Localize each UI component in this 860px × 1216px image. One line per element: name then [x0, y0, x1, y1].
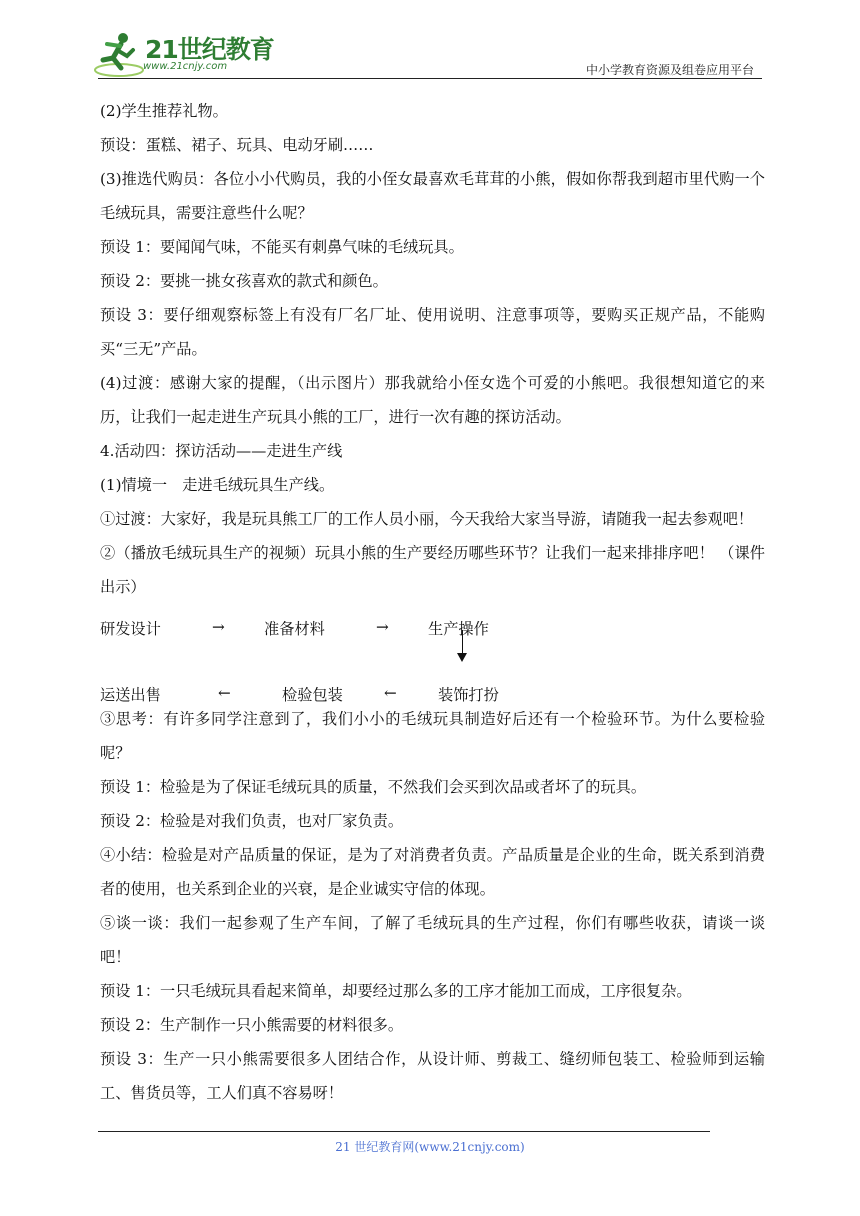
arrow-left-icon: ←: [218, 684, 231, 702]
flow-step-production: 生产操作: [428, 620, 489, 638]
paragraph: 预设：蛋糕、裙子、玩具、电动牙刷……: [100, 136, 374, 154]
arrow-left-icon: ←: [384, 684, 397, 702]
flow-step-shipping: 运送出售: [100, 686, 161, 704]
footer-divider: [98, 1131, 710, 1132]
production-flow-diagram: [100, 604, 765, 736]
arrow-right-icon: →: [212, 618, 225, 636]
footer-link[interactable]: 21 世纪教育网(www.21cnjy.com): [335, 1140, 525, 1154]
paragraph: 预设 1：一只毛绒玩具看起来简单，却要经过那么多的工序才能加工而成，工序很复杂。: [100, 982, 692, 1000]
flow-step-design: 研发设计: [100, 620, 161, 638]
arrow-down-icon: [457, 653, 467, 662]
paragraph: 预设 2：生产制作一只小熊需要的材料很多。: [100, 1016, 404, 1034]
runner-logo-icon: [93, 30, 145, 78]
paragraph: ②（播放毛绒玩具生产的视频）玩具小熊的生产要经历哪些环节？让我们一起来排排序吧！ （课件出示）: [100, 544, 765, 596]
paragraph: (2)学生推荐礼物。: [100, 102, 228, 120]
arrow-right-icon: →: [376, 618, 389, 636]
logo-url: www.21cnjy.com: [143, 61, 228, 72]
document-body: [100, 94, 765, 1110]
paragraph: 预设 2：检验是对我们负责，也对厂家负责。: [100, 812, 404, 830]
logo-title: 21世纪教育: [145, 35, 274, 64]
paragraph: 预设 2：要挑一挑女孩喜欢的款式和颜色。: [100, 272, 388, 290]
paragraph: (1)情境一 走进毛绒玩具生产线。: [100, 476, 335, 494]
flow-step-inspection: 检验包装: [282, 686, 343, 704]
paragraph: (4)过渡：感谢大家的提醒，（出示图片）那我就给小侄女选个可爱的小熊吧。我很想知道它的来历，让我们一起走进生产玩具小熊的工厂，进行一次有趣的探访活动。: [100, 374, 765, 426]
paragraph: ⑤谈一谈：我们一起参观了生产车间，了解了毛绒玩具的生产过程，你们有哪些收获，请谈一谈吧！: [100, 914, 765, 966]
paragraph: ①过渡：大家好，我是玩具熊工厂的工作人员小丽，今天我给大家当导游，请随我一起去参观吧！: [100, 510, 754, 528]
site-logo[interactable]: [93, 30, 274, 78]
header-divider: [98, 78, 762, 79]
paragraph: 预设 1：要闻闻气味，不能买有刺鼻气味的毛绒玩具。: [100, 238, 464, 256]
flow-step-materials: 准备材料: [264, 620, 325, 638]
section-heading: 4.活动四：探访活动——走进生产线: [100, 442, 343, 460]
paragraph: 预设 3：生产一只小熊需要很多人团结合作，从设计师、剪裁工、缝纫师包装工、检验师到运输工、售货员等，工人们真不容易呀！: [100, 1050, 765, 1102]
platform-tagline: 中小学教育资源及组卷应用平台: [585, 63, 754, 77]
paragraph: 预设 3：要仔细观察标签上有没有厂名厂址、使用说明、注意事项等，要购买正规产品，不能购买“三无”产品。: [100, 306, 765, 358]
paragraph: (3)推选代购员：各位小小代购员，我的小侄女最喜欢毛茸茸的小熊，假如你帮我到超市里代购一个毛绒玩具，需要注意些什么呢？: [100, 170, 765, 222]
paragraph: ④小结：检验是对产品质量的保证，是为了对消费者负责。产品质量是企业的生命，既关系到消费者的使用，也关系到企业的兴衰，是企业诚实守信的体现。: [100, 846, 765, 898]
page-header: [0, 0, 860, 80]
paragraph: 预设 1：检验是为了保证毛绒玩具的质量，不然我们会买到次品或者坏了的玩具。: [100, 778, 647, 796]
paragraph: ③思考：有许多同学注意到了，我们小小的毛绒玩具制造好后还有一个检验环节。为什么要检验呢？: [100, 710, 765, 762]
flow-step-decoration: 装饰打扮: [438, 686, 499, 704]
